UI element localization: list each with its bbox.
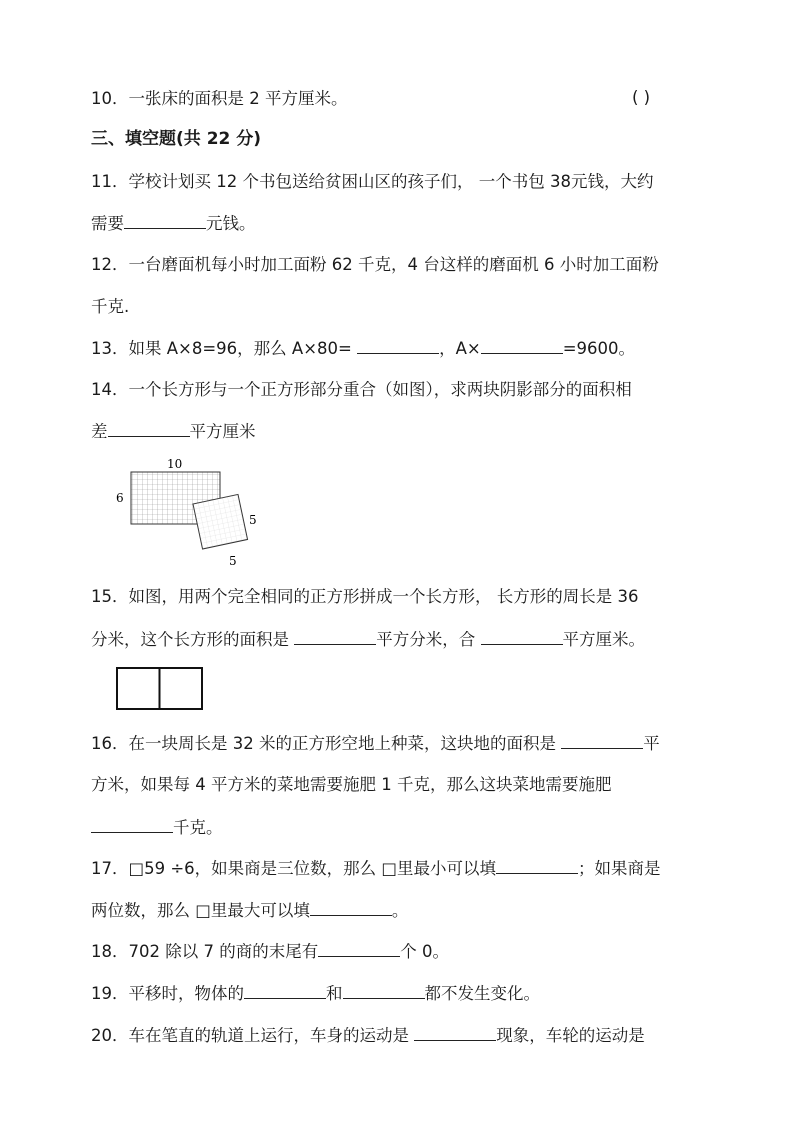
question-15-line-1: 15．如图，用两个完全相同的正方形拼成一个长方形， 长方形的周长是 36	[91, 587, 639, 606]
q16-line3-post: 千克。	[173, 818, 223, 837]
q19-pre: 19．平移时，物体的	[91, 984, 244, 1003]
q13-mid: ，A×	[439, 339, 481, 358]
answer-blank-11[interactable]	[124, 212, 206, 229]
question-12-line-2: 千克.	[91, 297, 130, 316]
answer-blank-19a[interactable]	[244, 982, 326, 999]
figure-label-bottom: 5	[229, 554, 237, 568]
q15-mid: 平方分米，合	[376, 630, 481, 649]
q11-post: 元钱。	[206, 214, 256, 233]
answer-blank-17b[interactable]	[310, 899, 392, 916]
overlap-rectangle-square-figure	[112, 454, 262, 570]
q19-post: 都不发生变化。	[424, 984, 540, 1003]
q16-post: 平	[643, 734, 660, 753]
q13-pre: 13．如果 A×8=96，那么 A×80=	[91, 339, 358, 358]
figure-label-left: 6	[116, 491, 124, 505]
figure-square	[193, 494, 248, 549]
question-11-line-1: 11．学校计划买 12 个书包送给贫困山区的孩子们， 一个书包 38元钱，大约	[91, 172, 654, 191]
q14-post: 平方厘米	[189, 422, 256, 441]
q19-mid: 和	[326, 984, 343, 1003]
section-3-title: 三、填空题(共 22 分)	[91, 129, 262, 149]
q13-post: =9600。	[562, 339, 636, 358]
question-13	[91, 337, 635, 360]
question-14-line-2	[91, 420, 256, 443]
answer-blank-19b[interactable]	[343, 982, 425, 999]
question-10	[91, 88, 347, 110]
answer-blank-13a[interactable]	[357, 337, 439, 354]
question-17-line-2	[91, 899, 408, 922]
answer-blank-13b[interactable]	[481, 337, 563, 354]
question-17-line-1	[91, 857, 660, 880]
answer-blank-16b[interactable]	[91, 816, 173, 833]
answer-blank-16a[interactable]	[561, 732, 643, 749]
question-11-line-2	[91, 212, 256, 235]
q20-post: 现象，车轮的运动是	[496, 1026, 645, 1045]
q18-pre: 18．702 除以 7 的商的末尾有	[91, 942, 319, 961]
question-15-line-2	[91, 628, 645, 651]
q14-pre: 差	[91, 422, 108, 441]
answer-paren-10: ( )	[632, 88, 651, 107]
q17-line2-post: 。	[391, 901, 409, 920]
q16-pre: 16．在一块周长是 32 米的正方形空地上种菜，这块地的面积是	[91, 734, 562, 753]
question-10-text: 10．一张床的面积是 2 平方厘米。	[91, 89, 348, 108]
q15-post: 平方厘米。	[562, 630, 645, 649]
figure-label-right: 5	[249, 513, 257, 527]
q11-pre: 需要	[91, 214, 124, 233]
question-20	[91, 1024, 645, 1047]
figure-label-top: 10	[167, 457, 183, 471]
q17-pre: 17．□59 ÷6，如果商是三位数，那么 □里最小可以填	[91, 859, 496, 878]
answer-blank-20[interactable]	[414, 1024, 496, 1041]
answer-blank-15a[interactable]	[294, 628, 376, 645]
q17-line2-pre: 两位数，那么 □里最大可以填	[91, 901, 310, 920]
answer-blank-15b[interactable]	[481, 628, 563, 645]
question-14-line-1: 14．一个长方形与一个正方形部分重合（如图），求两块阴影部分的面积相	[91, 380, 632, 399]
q17-post: ；如果商是	[577, 859, 661, 878]
answer-blank-18[interactable]	[318, 940, 400, 957]
answer-blank-14[interactable]	[108, 420, 190, 437]
q18-post: 个 0。	[400, 942, 449, 961]
question-12-line-1: 12．一台磨面机每小时加工面粉 62 千克，4 台这样的磨面机 6 小时加工面粉	[91, 255, 659, 274]
q15-pre: 分米，这个长方形的面积是	[91, 630, 295, 649]
question-16-line-1	[91, 732, 660, 755]
question-16-line-3	[91, 816, 223, 839]
question-16-line-2: 方米，如果每 4 平方米的菜地需要施肥 1 千克，那么这块菜地需要施肥	[91, 775, 612, 794]
question-18	[91, 940, 449, 963]
question-19	[91, 982, 540, 1005]
answer-blank-17a[interactable]	[496, 857, 578, 874]
two-squares-figure	[115, 666, 205, 712]
q20-pre: 20．车在笔直的轨道上运行，车身的运动是	[91, 1026, 415, 1045]
